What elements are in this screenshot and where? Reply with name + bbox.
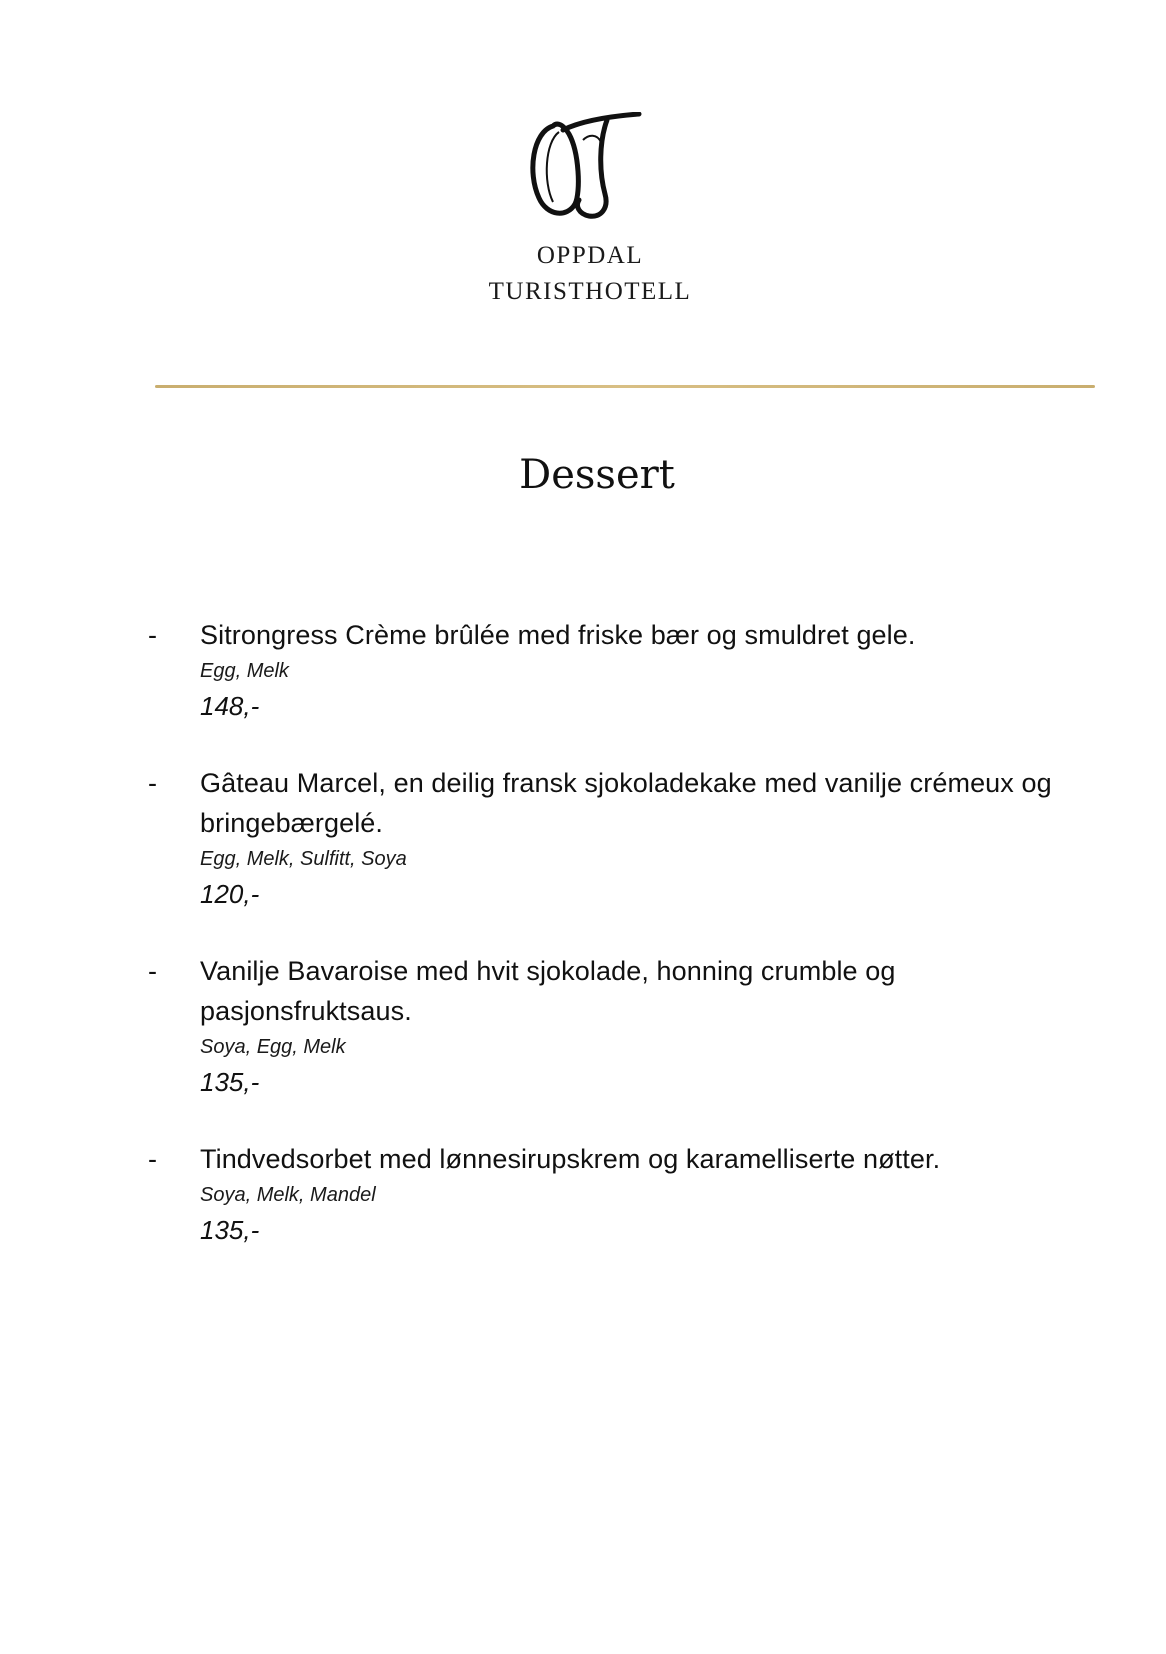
- allergen-list: Soya, Melk, Mandel: [200, 1184, 376, 1206]
- allergen-list: Egg, Melk, Sulfitt, Soya: [200, 848, 407, 870]
- menu-item: [0, 615, 1166, 725]
- monogram-logo-icon: [523, 112, 643, 224]
- list-bullet: -: [148, 1144, 157, 1174]
- allergen-list: Soya, Egg, Melk: [200, 1036, 346, 1058]
- dish-price: 135,-: [200, 1215, 260, 1245]
- list-bullet: -: [148, 956, 157, 986]
- menu-item: [0, 763, 1166, 913]
- dish-description: Gâteau Marcel, en deilig fransk sjokoladekake med vanilje crémeux og bringebærgelé.: [200, 768, 1052, 838]
- hotel-name-line2: TURISTHOTELL: [488, 278, 692, 305]
- dish-description: Sitrongress Crème brûlée med friske bær og smuldret gele.: [200, 620, 916, 650]
- list-bullet: -: [148, 620, 157, 650]
- dish-description: Vanilje Bavaroise med hvit sjokolade, honning crumble og pasjonsfruktsaus.: [200, 956, 896, 1026]
- list-bullet: -: [148, 768, 157, 798]
- dish-price: 135,-: [200, 1067, 260, 1097]
- menu-item: [0, 1139, 1166, 1249]
- page-title: Dessert: [519, 452, 675, 498]
- dish-description: Tindvedsorbet med lønnesirupskrem og karamelliserte nøtter.: [200, 1144, 941, 1174]
- dish-price: 120,-: [200, 879, 260, 909]
- hotel-logo: [0, 112, 1166, 310]
- hotel-name: [0, 238, 1166, 310]
- gold-divider: [155, 385, 1095, 388]
- menu-item: [0, 951, 1166, 1101]
- hotel-name-line1: OPPDAL: [536, 242, 644, 269]
- allergen-list: Egg, Melk: [200, 660, 289, 682]
- dessert-menu-list: [0, 615, 1166, 1287]
- dish-price: 148,-: [200, 691, 260, 721]
